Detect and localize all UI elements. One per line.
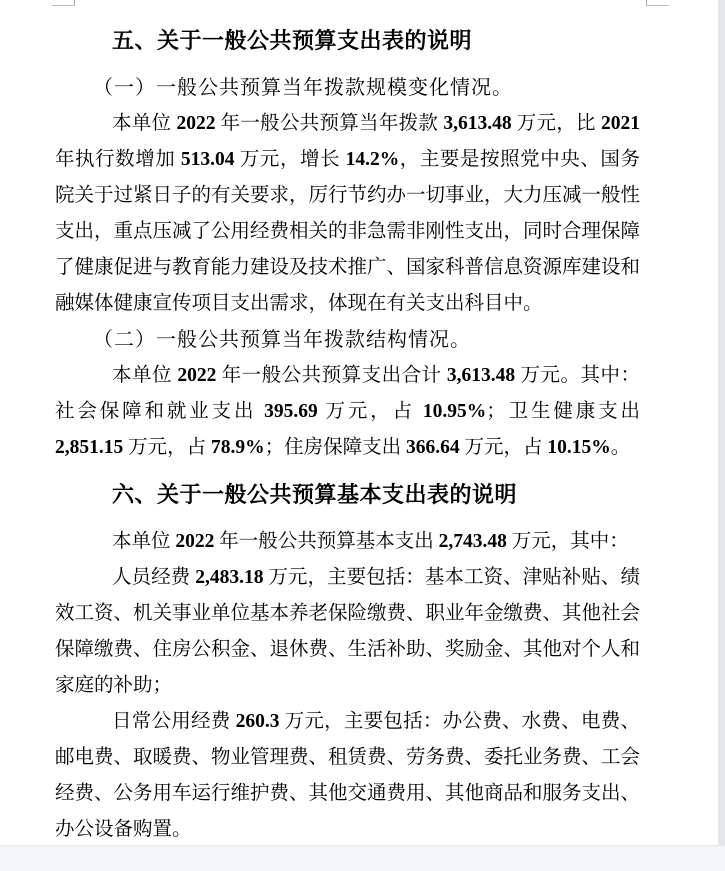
document-body [55,12,640,845]
paragraph-appropriation-structure: 本单位 2022 年一般公共预算支出合计 3,613.48 万元。其中：社会保障和就业支出 395.69 万元，占 10.95%；卫生健康支出 2,851.15 万元，占 78.9%；住房保障支出 366.64 万元，占 10.15%。 [55,365,640,458]
page-bottom-gutter [0,845,725,871]
subsection-heading-5-2: （二）一般公共预算当年拨款结构情况。 [93,329,471,351]
margin-crop-mark-right [646,0,669,6]
section-heading-5: 五、关于一般公共预算支出表的说明 [112,28,473,53]
section-heading-6: 六、关于一般公共预算基本支出表的说明 [112,482,518,507]
paragraph-personnel-expenses: 人员经费 2,483.18 万元，主要包括：基本工资、津贴补贴、绩效工资、机关事业单位基本养老保险缴费、职业年金缴费、其他社会保障缴费、住房公积金、退休费、生活补助、奖励金、其他对个人和家庭的补助； [55,567,641,696]
subsection-heading-5-1: （一）一般公共预算当年拨款规模变化情况。 [93,77,513,99]
page-right-edge-gutter [718,0,725,845]
paragraph-basic-expenditure-total: 本单位 2022 年一般公共预算基本支出 2,743.48 万元，其中： [112,531,629,552]
paragraph-daily-public-expenses: 日常公用经费 260.3 万元，主要包括：办公费、水费、电费、邮电费、取暖费、物业管理费、租赁费、劳务费、委托业务费、工会经费、公务用车运行维护费、其他交通费用、其他商品和服务支出、办公设备购置。 [55,711,641,840]
margin-crop-mark-left [52,0,75,6]
paragraph-appropriation-change: 本单位 2022 年一般公共预算当年拨款 3,613.48 万元，比 2021 年执行数增加 513.04 万元，增长 14.2%，主要是按照党中央、国务院关于过紧日子的有关要求，厉行节约办一切事业，大力压减一般性支出，重点压减了公用经费相关的非急需非刚性支出，同时合理保障了健康促进与教育能力建设及技术推广、国家科普信息资源库建设和融媒体健康宣传项目支出需求，体现在有关支出科目中。 [55,113,641,314]
